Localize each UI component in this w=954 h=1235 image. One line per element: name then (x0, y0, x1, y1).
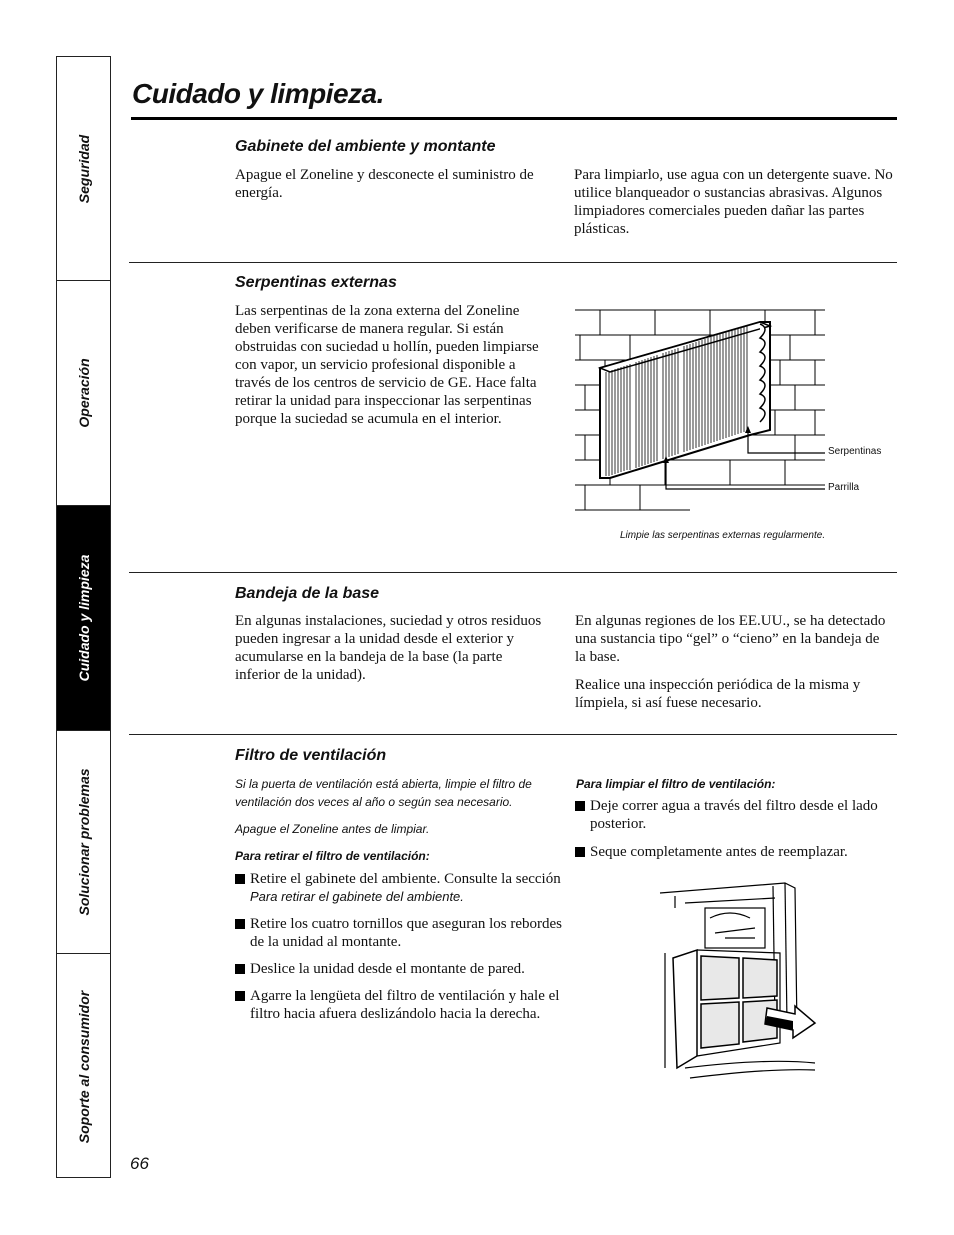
tab-label: Soporte al consumidor (75, 990, 92, 1143)
tab-label: Seguridad (75, 134, 92, 203)
tab-label: Solucionar problemas (75, 768, 92, 916)
figure-caption: Limpie las serpentinas externas regularmente. (620, 530, 826, 541)
bullet-square (235, 964, 245, 974)
bullet-square (235, 919, 245, 929)
tab-operacion[interactable] (57, 281, 110, 506)
title-rule (131, 117, 897, 120)
side-navigation (56, 56, 111, 1178)
heading-filtro: Filtro de ventilación (235, 747, 387, 764)
retirar-step-4 (235, 987, 562, 1023)
tab-label: Cuidado y limpieza (75, 554, 92, 682)
heading-bandeja: Bandeja de la base (235, 585, 380, 602)
label-parrilla: Parrilla (828, 482, 860, 493)
page-title: Cuidado y limpieza. (132, 78, 384, 109)
bullet-square (575, 847, 585, 857)
tab-soporte-al-consumidor[interactable] (57, 954, 110, 1179)
page-number: 66 (130, 1154, 149, 1173)
filtro-note-1: Si la puerta de ventilación está abierta, limpie el filtro de ventilación dos veces al año o según sea necesario. (235, 777, 532, 809)
tab-label: Operación (75, 358, 92, 428)
bullet-square (235, 874, 245, 884)
bullet-square (575, 801, 585, 811)
serpentinas-body-text: Las serpentinas de la zona externa del Zoneline deben verificarse de manera regular. Si están obstruidas con suciedad u hollín, pueden limpiarse con vapor, un servicio profesional disponible a través de los centros de servicio de GE. Hace falta retirar la unidad para inspeccionar las serpentinas porque la suciedad se acumula en el interior. (235, 303, 539, 427)
limpiar-step-1 (575, 797, 890, 833)
gabinete-right-text: Para limpiarlo, use agua con un detergente suave. No utilice blanqueador o sustancias abrasivas. Algunos limpiadores comerciales pueden dañar las partes plásticas. (574, 167, 893, 237)
heading-gabinete: Gabinete del ambiente y montante (235, 138, 496, 155)
tab-cuidado-y-limpieza[interactable] (57, 506, 110, 731)
retirar-step-1-text: Retire el gabinete del ambiente. Consulte la sección (250, 871, 561, 887)
section-divider (129, 572, 897, 573)
filtro-note-2: Apague el Zoneline antes de limpiar. (235, 822, 430, 836)
limpiar-heading: Para limpiar el filtro de ventilación: (576, 777, 776, 791)
limpiar-step-2 (575, 843, 900, 861)
bandeja-right-text-1: En algunas regiones de los EE.UU., se ha detectado una sustancia tipo “gel” o “cieno” en la bandeja de la base. (575, 613, 886, 665)
retirar-step-3-text: Deslice la unidad desde el montante de pared. (250, 961, 525, 977)
filter-removal-illustration (655, 878, 820, 1083)
gabinete-left-text: Apague el Zoneline y desconecte el suministro de energía. (235, 167, 534, 201)
retirar-step-2-text: Retire los cuatro tornillos que aseguran los rebordes de la unidad al montante. (250, 916, 562, 950)
section-divider (129, 262, 897, 263)
retirar-step-1-reference: Para retirar el gabinete del ambiente. (250, 889, 464, 904)
retirar-step-4-text: Agarre la lengüeta del filtro de ventilación y hale el filtro hacia afuera deslizándolo hacia la derecha. (250, 988, 560, 1022)
tab-solucionar-problemas[interactable] (57, 731, 110, 954)
bullet-square (235, 991, 245, 1001)
tab-seguridad[interactable] (57, 57, 110, 281)
bandeja-left-text: En algunas instalaciones, suciedad y otros residuos pueden ingresar a la unidad desde el exterior y acumularse en la bandeja de la base (la parte inferior de la unidad). (235, 613, 542, 683)
limpiar-step-2-text: Seque completamente antes de reemplazar. (590, 844, 848, 860)
limpiar-step-1-text: Deje correr agua a través del filtro desde el lado posterior. (590, 798, 878, 832)
heading-serpentinas: Serpentinas externas (235, 274, 397, 291)
label-serpentinas: Serpentinas (828, 446, 882, 457)
retirar-step-2 (235, 915, 562, 951)
retirar-heading: Para retirar el filtro de ventilación: (235, 849, 430, 863)
coils-illustration (570, 300, 830, 520)
section-divider (129, 734, 897, 735)
bandeja-right-text-2: Realice una inspección periódica de la misma y límpiela, si así fuese necesario. (575, 677, 861, 711)
retirar-step-1 (235, 870, 562, 906)
retirar-step-3 (235, 960, 562, 978)
